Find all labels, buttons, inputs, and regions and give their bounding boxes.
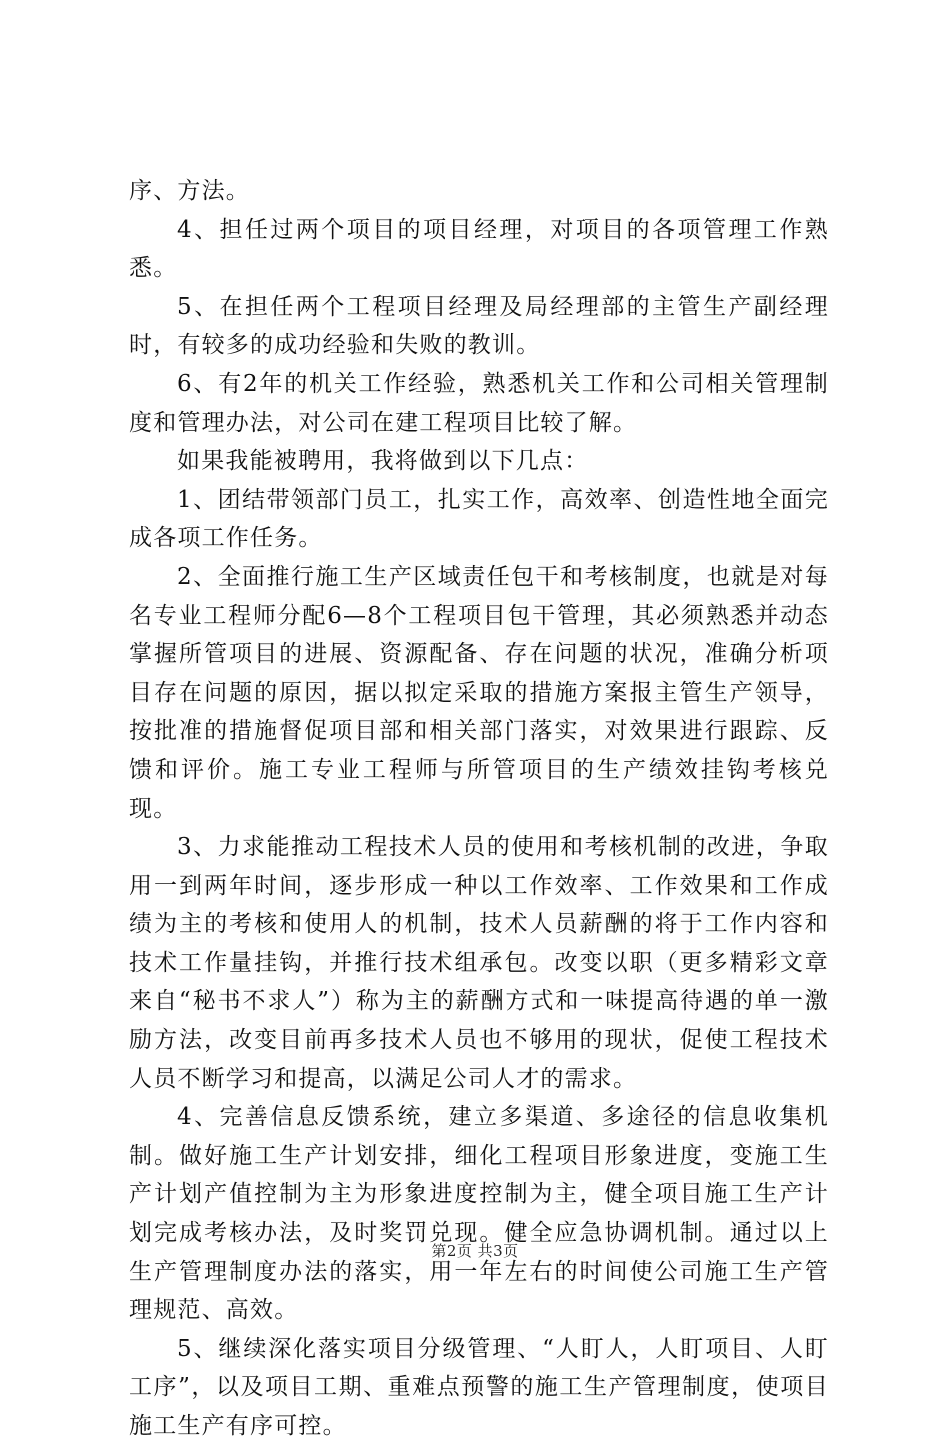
page-number-footer: 第2页 共3页 — [431, 1242, 519, 1260]
paragraph-commitment-2: 2、全面推行施工生产区域责任包干和考核制度，也就是对每名专业工程师分配6—8个工程项目包干管理，其必须熟悉并动态掌握所管项目的进展、资源配备、存在问题的状况，准确分析项目存在问题的原因，据以拟定采取的措施方案报主管生产领导，按批准的措施督促项目部和相关部门落实，对效果进行跟踪、反馈和评价。施工专业工程师与所管项目的生产绩效挂钩考核兑现。 — [129, 563, 829, 822]
paragraph-commitment-3: 3、力求能推动工程技术人员的使用和考核机制的改进，争取用一到两年时间，逐步形成一种以工作效率、工作效果和工作成绩为主的考核和使用人的机制，技术人员薪酬的将于工作内容和技术工作量挂钩，并推行技术组承包。改变以职（更多精彩文章来自“秘书不求人”）称为主的薪酬方式和一味提高待遇的单一激励方法，改变目前再多技术人员也不够用的现状，促使工程技术人员不断学习和提高，以满足公司人才的需求。 — [129, 834, 829, 1092]
paragraph-commitment-5: 5、继续深化落实项目分级管理、“人盯人，人盯项目、人盯工序”，以及项目工期、重难点预警的施工生产管理制度，使项目施工生产有序可控。 — [129, 1335, 829, 1439]
paragraph-commitment-intro: 如果我能被聘用，我将做到以下几点： — [177, 448, 589, 475]
paragraph-continuation: 序、方法。 — [129, 178, 250, 204]
paragraph-commitment-4: 4、完善信息反馈系统，建立多渠道、多途径的信息收集机制。做好施工生产计划安排，细化工程项目形象进度，变施工生产计划产值控制为主为形象进度控制为主，健全项目施工生产计划完成考核办法，及时奖罚兑现。健全应急协调机制。通过以上生产管理制度办法的落实，用一年左右的时间使公司施工生产管理规范、高效。 — [129, 1104, 829, 1324]
paragraph-qualification-6: 6、有2年的机关工作经验，熟悉机关工作和公司相关管理制度和管理办法，对公司在建工程项目比较了解。 — [129, 370, 829, 436]
paragraph-qualification-4: 4、担任过两个项目的项目经理，对项目的各项管理工作熟悉。 — [129, 216, 829, 282]
paragraph-commitment-1: 1、团结带领部门员工，扎实工作，高效率、创造性地全面完成各项工作任务。 — [129, 486, 829, 552]
paragraph-qualification-5: 5、在担任两个工程项目经理及局经理部的主管生产副经理时，有较多的成功经验和失败的教训。 — [129, 293, 829, 359]
